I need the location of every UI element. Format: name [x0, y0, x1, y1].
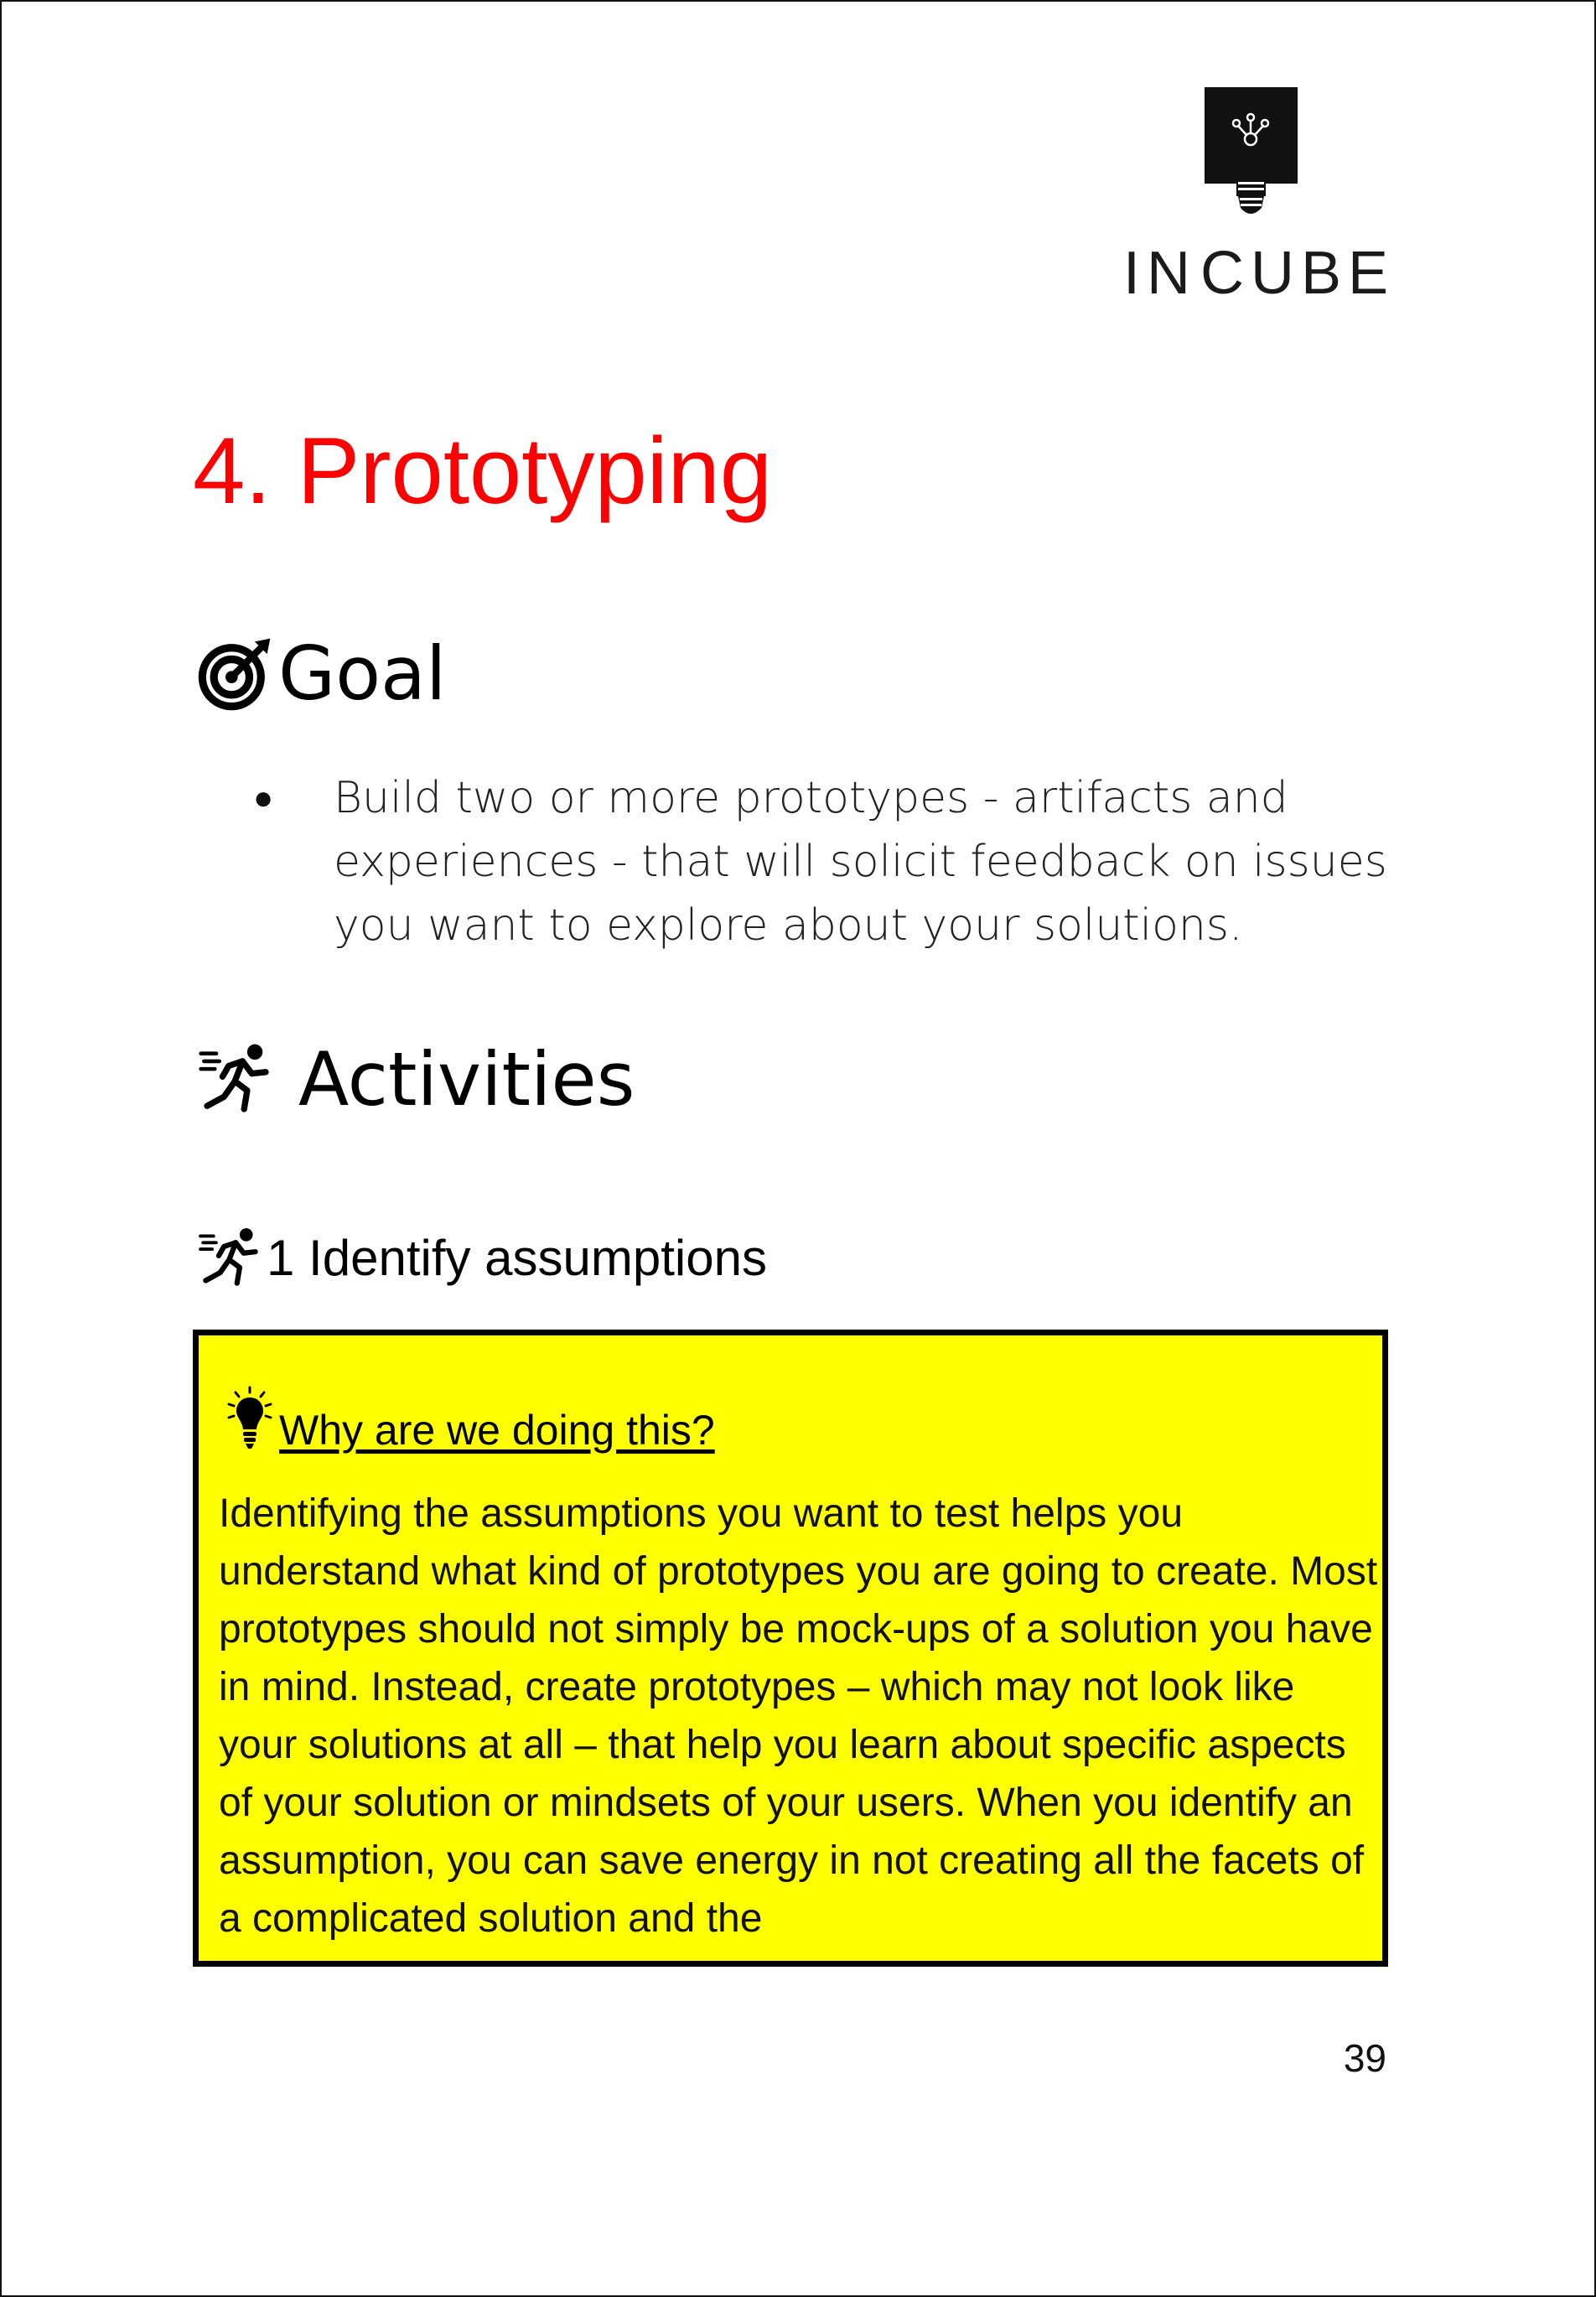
activities-heading-text: Activities — [298, 1036, 635, 1123]
goal-heading-text: Goal — [278, 630, 447, 717]
lightbulb-logo-icon — [1205, 87, 1298, 184]
activity-1-title: 1 Identify assumptions — [267, 1230, 767, 1286]
activity-1-heading — [198, 1226, 767, 1291]
goal-list — [253, 766, 1410, 957]
logo-wordmark — [1123, 240, 1396, 307]
callout-body-text: Identifying the assumptions you want to test helps you understand what kind of prototypes you are going to create. Most prototypes should not simply be mock-ups of a solution you have in mind. Instead, create prototypes – which may not look like your solutions at all – that help you learn about specific aspects of your solution or mindsets of your users. When you identify an assumption, you can save energy in not creating all the facets of a complicated solution and the — [219, 1491, 1378, 1941]
callout-heading-text: Why are we doing this? — [279, 1407, 715, 1454]
list-item — [253, 766, 1410, 957]
goal-heading — [196, 630, 447, 717]
running-person-icon — [198, 1226, 263, 1291]
goal-bullet-text: Build two or more prototypes - artifacts and experiences - that will solicit feedback on issues you want to explore about your solutions. — [334, 773, 1387, 951]
page-number: 39 — [1343, 2036, 1386, 2080]
why-callout-box — [193, 1330, 1388, 1967]
running-person-icon — [198, 1041, 275, 1118]
chapter-title: 4. Prototyping — [193, 418, 773, 523]
activities-heading — [198, 1036, 635, 1123]
logo-text-cube: CUBE — [1200, 240, 1396, 307]
bullet-icon: ● — [253, 779, 274, 817]
target-icon — [196, 635, 273, 713]
callout-heading — [224, 1386, 715, 1454]
lightbulb-icon — [224, 1386, 276, 1454]
logo-text-in: IN — [1123, 240, 1197, 307]
